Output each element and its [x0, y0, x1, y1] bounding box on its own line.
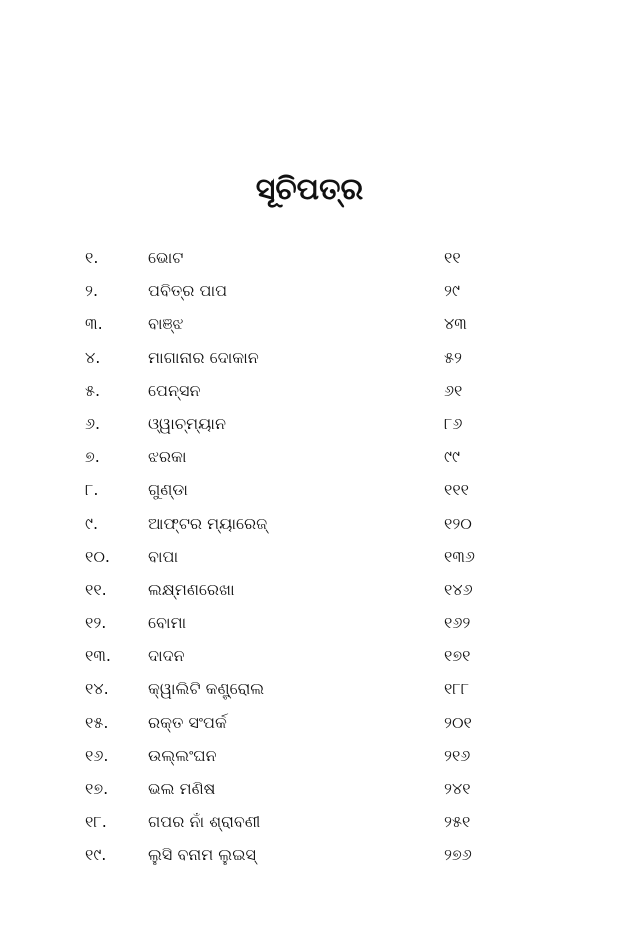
- entry-number: ୧୮.: [85, 812, 107, 832]
- entry-page-number: ୧୩୬: [444, 546, 475, 566]
- entry-number: ୧୩.: [85, 646, 111, 666]
- entry-title[interactable]: ବୋମା: [148, 613, 187, 633]
- entry-page-number: ୨୫୧: [444, 812, 471, 832]
- entry-number: ୨.: [85, 281, 99, 301]
- entry-page-number: ୨୭୬: [444, 845, 472, 865]
- toc-entry[interactable]: [0, 410, 619, 443]
- entry-title[interactable]: ଦାଦନ: [148, 646, 185, 666]
- entry-title[interactable]: କ୍ୱାଲିଟି କଣ୍ଟ୍ରୋଲ: [148, 679, 265, 699]
- entry-number: ୧୬.: [85, 745, 109, 765]
- entry-number: ୧୧.: [85, 579, 107, 599]
- entry-page-number: ୨୧୬: [444, 745, 471, 765]
- toc-entry[interactable]: [0, 642, 619, 675]
- entry-number: ୫.: [85, 380, 101, 400]
- entry-title[interactable]: ଭୋଟ: [148, 248, 184, 267]
- toc-entry[interactable]: [0, 310, 619, 343]
- entry-page-number: ୧୨୦: [444, 513, 472, 533]
- toc-entry[interactable]: [0, 443, 619, 476]
- entry-page-number: ୬୧: [444, 380, 463, 400]
- entry-title[interactable]: ଲକ୍ଷ୍ମଣରେଖା: [148, 579, 235, 599]
- entry-title[interactable]: ଲୁସି ବନାମ ଲୁଇସ୍: [148, 845, 256, 865]
- entry-number: ୬.: [85, 413, 101, 433]
- entry-number: ୮.: [85, 480, 99, 500]
- entry-number: ୧୨.: [85, 613, 107, 633]
- toc-entry[interactable]: [0, 675, 619, 708]
- entry-page-number: ୨୯: [444, 281, 460, 301]
- entry-number: ୭.: [85, 447, 100, 467]
- entry-number: ୯.: [85, 513, 99, 533]
- entry-page-number: ୧୭୧: [444, 646, 471, 666]
- entry-page-number: ୪୩: [444, 314, 467, 334]
- entry-page-number: ୧୬୨: [444, 613, 471, 633]
- table-of-contents: [0, 244, 619, 875]
- entry-title[interactable]: ଉଲ୍ଲଂଘନ: [148, 745, 217, 765]
- page-title: ସୂଚିପତ୍ର: [255, 172, 364, 207]
- entry-number: ୧୯.: [85, 845, 107, 865]
- toc-entry[interactable]: [0, 609, 619, 642]
- toc-entry[interactable]: [0, 709, 619, 742]
- entry-page-number: ୨୦୧: [444, 712, 472, 732]
- entry-title[interactable]: ପବିତ୍ର ପାପ: [148, 281, 228, 301]
- entry-title[interactable]: ଗୁଣ୍ଡା: [148, 480, 188, 500]
- entry-page-number: ୯୯: [444, 447, 460, 467]
- entry-number: ୧.: [85, 248, 99, 267]
- entry-page-number: ୧୧୧: [444, 480, 470, 500]
- entry-title[interactable]: ଭଲ ମଣିଷ: [148, 779, 216, 798]
- toc-entry[interactable]: [0, 476, 619, 509]
- entry-title[interactable]: ଓ୍ୱାଚ୍‌ମ୍ୟାନ: [148, 413, 226, 433]
- toc-entry[interactable]: [0, 576, 619, 609]
- entry-title[interactable]: ଝରକା: [148, 447, 187, 467]
- toc-entry[interactable]: [0, 808, 619, 841]
- entry-number: ୧୭.: [85, 779, 109, 798]
- toc-entry[interactable]: [0, 775, 619, 808]
- entry-number: ୧୪.: [85, 679, 109, 699]
- entry-title[interactable]: ଆଫ୍ଟର ମ୍ୟାରେଜ୍: [148, 513, 268, 533]
- toc-entry[interactable]: [0, 742, 619, 775]
- entry-page-number: ୨୪୧: [444, 779, 471, 798]
- toc-entry[interactable]: [0, 510, 619, 543]
- entry-title[interactable]: ଗପର ନାଁ ଶ୍ରାବଣୀ: [148, 812, 261, 832]
- entry-title[interactable]: ପେନ୍‌ସନ: [148, 380, 201, 400]
- entry-title[interactable]: ମାଗାନାର ଦୋକାନ: [148, 347, 259, 367]
- entry-page-number: ୧୧: [444, 248, 461, 267]
- toc-entry[interactable]: [0, 543, 619, 576]
- entry-page-number: ୮୬: [444, 413, 463, 433]
- entry-number: ୧୫.: [85, 712, 109, 732]
- entry-title[interactable]: ବାଞ୍ଝ: [148, 314, 184, 334]
- entry-page-number: ୧୪୬: [444, 579, 473, 599]
- toc-entry[interactable]: [0, 277, 619, 310]
- toc-entry[interactable]: [0, 377, 619, 410]
- entry-number: ୧୦.: [85, 546, 111, 566]
- entry-page-number: ୧୮୮: [444, 679, 470, 699]
- toc-entry[interactable]: [0, 244, 619, 277]
- toc-entry[interactable]: [0, 344, 619, 377]
- entry-title[interactable]: ବାପା: [148, 546, 179, 566]
- entry-number: ୪.: [85, 347, 101, 367]
- entry-title[interactable]: ରକ୍ତ ସଂପର୍କ: [148, 712, 227, 732]
- toc-entry[interactable]: [0, 841, 619, 874]
- entry-page-number: ୫୨: [444, 347, 462, 367]
- entry-number: ୩.: [85, 314, 103, 334]
